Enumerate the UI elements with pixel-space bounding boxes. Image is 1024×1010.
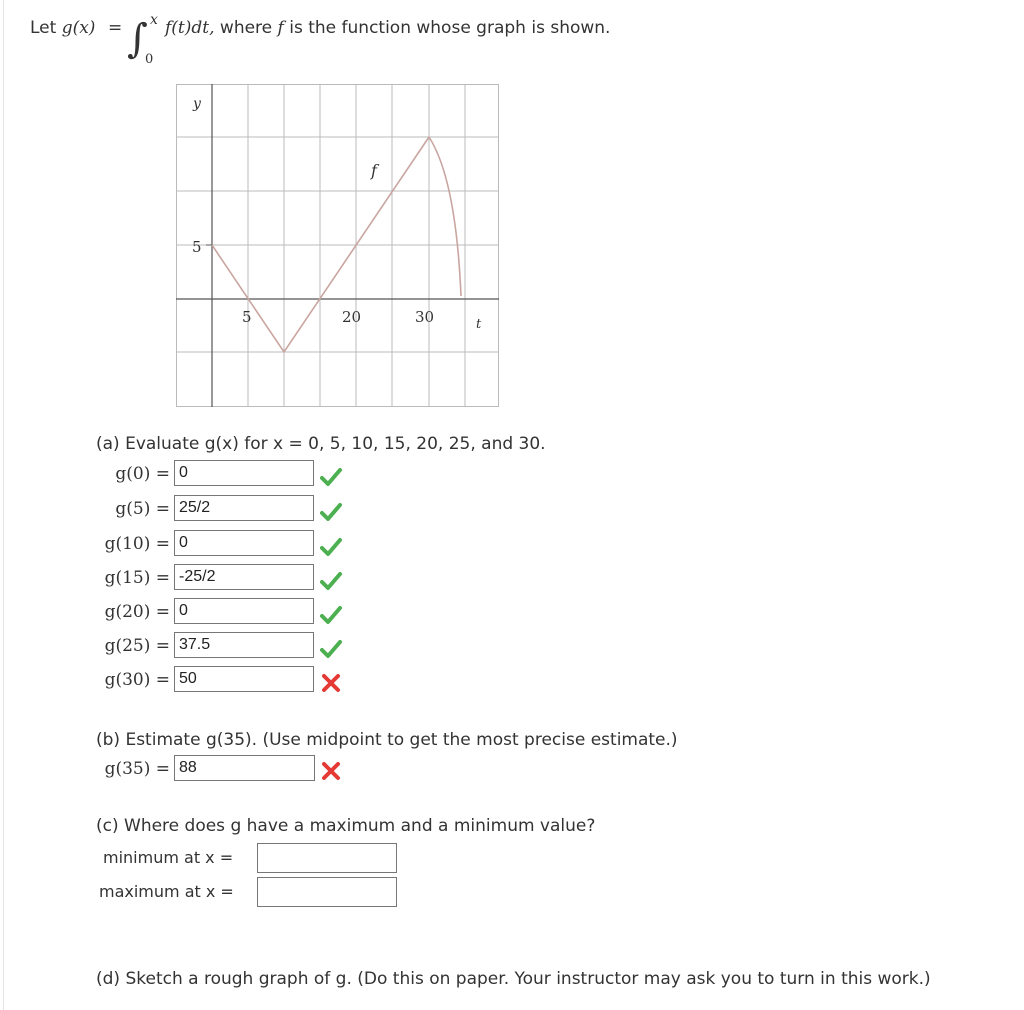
part-c-question: (c) Where does g have a maximum and a minimum value? [96,816,596,836]
maximum-label: maximum at x = [99,882,234,901]
intro-rest [165,18,610,38]
x-tick-label-20: 20 [342,308,362,326]
minimum-label: minimum at x = [103,848,234,867]
minimum-input[interactable] [257,843,397,873]
y-axis-label: y [193,96,201,112]
correct-check-icon [320,466,342,488]
t-axis-label: t [476,317,482,332]
f-name: f [277,18,284,38]
y-tick-label: 5 [192,238,202,256]
part-d-question: (d) Sketch a rough graph of g. (Do this on paper. Your instructor may ask you to turn in this work.) [96,969,931,989]
correct-check-icon [320,570,342,592]
part-a-row-label: g(0) = [115,464,170,484]
x-tick-label-30: 30 [415,308,435,326]
maximum-input[interactable] [257,877,397,907]
correct-check-icon [320,638,342,660]
incorrect-x-icon [320,672,342,694]
part-a-answer-input[interactable]: 25/2 [174,495,314,521]
page-left-border [3,0,4,1010]
part-a-answer-input[interactable]: 0 [174,460,314,486]
integrand: f(t)dt, [165,18,215,38]
part-a-row [90,530,170,558]
part-a-answer-input[interactable]: 0 [174,598,314,624]
part-a-row [90,495,170,523]
intro-suffix-b: is the function whose graph is shown. [283,18,611,38]
part-a-row-label: g(20) = [104,602,170,622]
part-a-answer-input[interactable]: -25/2 [174,564,314,590]
part-b-question: (b) Estimate g(35). (Use midpoint to get the most precise estimate.) [96,730,678,750]
intro-prefix: Let [30,18,62,38]
part-a-row [90,598,170,626]
part-a-row-label: g(30) = [104,670,170,690]
part-a-answer-input[interactable]: 37.5 [174,632,314,658]
part-a-question: (a) Evaluate g(x) for x = 0, 5, 10, 15, 20, 25, and 30. [96,434,546,454]
intro-equals: = [108,18,123,38]
x-tick-label-5: 5 [242,308,252,326]
correct-check-icon [320,536,342,558]
function-graph [176,84,500,408]
part-a-answer-input[interactable]: 50 [174,666,314,692]
f-curve-label: f [371,161,377,180]
problem-statement [30,12,611,68]
part-a-row-label: g(10) = [104,534,170,554]
correct-check-icon [320,501,342,523]
g35-label: g(35) = [104,759,170,779]
integral-sign-icon: ∫ [127,16,148,62]
part-a-row-label: g(15) = [104,568,170,588]
part-b-row [90,755,170,783]
upper-limit: x [150,12,158,28]
lower-limit: 0 [145,52,154,67]
g-of-x: g(x) [61,18,96,38]
part-a-row [90,564,170,592]
g35-input[interactable]: 88 [174,755,315,781]
correct-check-icon [320,604,342,626]
g35-incorrect-icon [320,760,342,782]
intro-suffix-a: where [214,18,278,38]
part-a-row-label: g(5) = [115,499,170,519]
part-a-answer-input[interactable]: 0 [174,530,314,556]
part-a-row [90,632,170,660]
part-a-row [90,666,170,694]
part-a-row [90,460,170,488]
part-a-row-label: g(25) = [104,636,170,656]
